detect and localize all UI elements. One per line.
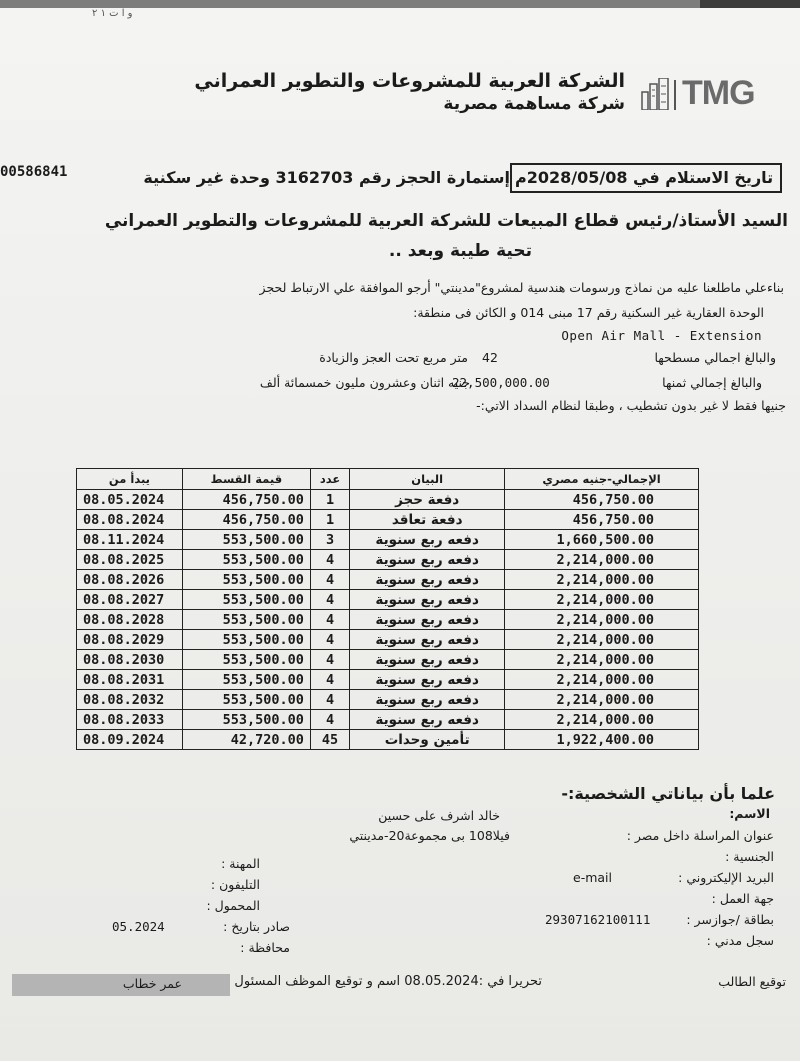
table-row <box>77 590 699 610</box>
logo-text: TMG <box>682 74 755 112</box>
table-row <box>77 650 699 670</box>
cell-description: دفعه ربع سنوية <box>350 630 505 650</box>
col-header-total: الإجمالي-جنيه مصري <box>505 469 699 490</box>
col-header-count: عدد <box>310 469 349 490</box>
cell-installment: 42,720.00 <box>182 730 310 750</box>
cell-description: دفعه ربع سنوية <box>350 530 505 550</box>
col-header-description: البيان <box>350 469 505 490</box>
company-type-ar: شركة مساهمة مصرية <box>443 94 625 114</box>
cell-description: دفعه ربع سنوية <box>350 690 505 710</box>
cell-total: 456,750.00 <box>505 490 699 510</box>
cell-total: 1,660,500.00 <box>505 530 699 550</box>
reservation-title: إستمارة الحجز رقم 3162703 وحدة غير سكنية <box>143 168 510 187</box>
profession-label: المهنة : <box>221 856 260 871</box>
area-unit: متر مربع تحت العجز والزيادة <box>319 350 468 365</box>
nationality-label: الجنسية : <box>725 849 774 864</box>
id-card-value: 29307162100111 <box>545 912 651 927</box>
cell-count: 4 <box>310 610 349 630</box>
cell-start-date: 08.08.2027 <box>77 590 183 610</box>
cell-description: دفعة تعاقد <box>350 510 505 530</box>
cell-description: دفعه ربع سنوية <box>350 590 505 610</box>
cell-count: 45 <box>310 730 349 750</box>
cell-count: 4 <box>310 590 349 610</box>
cell-installment: 456,750.00 <box>182 510 310 530</box>
cell-description: دفعه ربع سنوية <box>350 670 505 690</box>
cell-start-date: 08.08.2028 <box>77 610 183 630</box>
table-row <box>77 510 699 530</box>
cell-total: 2,214,000.00 <box>505 550 699 570</box>
cell-installment: 553,500.00 <box>182 610 310 630</box>
greeting: تحية طيبة وبعد .. <box>388 241 532 261</box>
price-words: جنيه اثنان وعشرون مليون خمسمائة ألف <box>259 375 470 390</box>
workplace-label: جهة العمل : <box>711 891 774 906</box>
body-line-6: جنيها فقط لا غير بدون تشطيب ، وطبقا لنظام السداد الاتي:- <box>476 398 786 413</box>
table-row <box>77 710 699 730</box>
cell-start-date: 08.08.2032 <box>77 690 183 710</box>
civil-register-label: سجل مدني : <box>706 933 774 948</box>
cell-installment: 553,500.00 <box>182 630 310 650</box>
cell-total: 2,214,000.00 <box>505 690 699 710</box>
payment-schedule-table <box>76 468 699 750</box>
cell-installment: 553,500.00 <box>182 530 310 550</box>
cell-start-date: 08.08.2024 <box>77 510 183 530</box>
cell-start-date: 08.08.2029 <box>77 630 183 650</box>
cell-description: دفعه ربع سنوية <box>350 610 505 630</box>
document-page <box>0 8 800 1061</box>
cell-count: 1 <box>310 490 349 510</box>
cell-count: 4 <box>310 670 349 690</box>
table-row <box>77 730 699 750</box>
area-value: 42 <box>482 350 498 365</box>
cell-installment: 553,500.00 <box>182 670 310 690</box>
col-header-installment: قيمة القسط <box>182 469 310 490</box>
cell-description: دفعه ربع سنوية <box>350 570 505 590</box>
table-row <box>77 570 699 590</box>
price-label: والبالغ إجمالي ثمنها <box>662 375 762 390</box>
logo-separator <box>674 80 676 110</box>
col-header-start-date: يبدأ من <box>77 469 183 490</box>
signature-highlight <box>12 974 230 996</box>
tmg-logo <box>640 74 770 114</box>
cell-description: دفعه ربع سنوية <box>350 650 505 670</box>
cell-start-date: 08.11.2024 <box>77 530 183 550</box>
project-zone: Open Air Mall - Extension <box>561 328 762 343</box>
body-line-2: الوحدة العقارية غير السكنية رقم 17 مبنى 014 و الكائن فى منطقة: <box>413 305 764 320</box>
company-name-ar: الشركة العربية للمشروعات والتطوير العمراني <box>194 70 625 92</box>
building-icon <box>640 78 670 110</box>
cell-total: 2,214,000.00 <box>505 670 699 690</box>
price-value: 22,500,000.00 <box>452 375 550 390</box>
mobile-label: المحمول : <box>206 898 260 913</box>
table-row <box>77 670 699 690</box>
written-on-line: تحريرا في :08.05.2024 اسم و توقيع الموظف المسئول <box>234 974 542 989</box>
area-label: والبالغ اجمالي مسطحها <box>654 350 776 365</box>
cell-total: 2,214,000.00 <box>505 610 699 630</box>
cell-count: 4 <box>310 690 349 710</box>
receipt-date: تاريخ الاستلام في 2028/05/08م <box>515 168 774 187</box>
table-header-row <box>77 469 699 490</box>
body-line-1: بناءعلي ماطلعنا عليه من نماذج ورسومات هندسية لمشروع"مدينتي" أرجو الموافقة علي الارتباط لحجز <box>259 280 784 295</box>
cell-total: 2,214,000.00 <box>505 590 699 610</box>
address-label: عنوان المراسلة داخل مصر : <box>626 828 774 843</box>
cell-start-date: 08.08.2033 <box>77 710 183 730</box>
cell-count: 4 <box>310 650 349 670</box>
cell-start-date: 08.08.2030 <box>77 650 183 670</box>
employee-name: عمر خطاب <box>122 976 182 991</box>
cell-total: 456,750.00 <box>505 510 699 530</box>
cell-installment: 553,500.00 <box>182 590 310 610</box>
cell-installment: 553,500.00 <box>182 710 310 730</box>
cell-total: 2,214,000.00 <box>505 570 699 590</box>
cell-start-date: 08.08.2025 <box>77 550 183 570</box>
cell-installment: 456,750.00 <box>182 490 310 510</box>
phone-label: التليفون : <box>210 877 260 892</box>
cell-count: 3 <box>310 530 349 550</box>
id-card-label: بطاقة /جوازسر : <box>686 912 774 927</box>
top-text-fragment: و ا ت ۱ ۲ <box>92 8 133 19</box>
email-text: e-mail <box>573 870 612 885</box>
table-row <box>77 630 699 650</box>
table-row <box>77 610 699 630</box>
cell-total: 2,214,000.00 <box>505 710 699 730</box>
cell-count: 4 <box>310 630 349 650</box>
cell-description: دفعة حجز <box>350 490 505 510</box>
cell-installment: 553,500.00 <box>182 650 310 670</box>
personal-data-heading: علما بأن بياناتي الشخصية:- <box>561 784 775 803</box>
cell-description: دفعه ربع سنوية <box>350 710 505 730</box>
cell-description: تأمين وحدات <box>350 730 505 750</box>
issued-date-value: 05.2024 <box>112 919 165 934</box>
addressee: السيد الأستاذ/رئيس قطاع المبيعات للشركة العربية للمشروعات والتطوير العمراني <box>104 211 788 231</box>
cell-count: 4 <box>310 550 349 570</box>
issued-date-label: صادر بتاريخ : <box>223 919 290 934</box>
cell-total: 2,214,000.00 <box>505 630 699 650</box>
address-value: فيلا108 بى مجموعة20-مدينتي <box>349 828 510 843</box>
table-row <box>77 530 699 550</box>
name-value: خالد اشرف على حسين <box>378 808 500 823</box>
applicant-signature-label: توقيع الطالب <box>718 974 786 989</box>
name-label: الاسم: <box>729 806 770 821</box>
table-row <box>77 550 699 570</box>
reference-number: 00586841 <box>0 164 68 180</box>
table-row <box>77 690 699 710</box>
cell-count: 4 <box>310 710 349 730</box>
cell-start-date: 08.08.2031 <box>77 670 183 690</box>
governorate-label: محافظة : <box>240 940 290 955</box>
cell-description: دفعه ربع سنوية <box>350 550 505 570</box>
cell-count: 1 <box>310 510 349 530</box>
cell-installment: 553,500.00 <box>182 550 310 570</box>
cell-total: 1,922,400.00 <box>505 730 699 750</box>
cell-installment: 553,500.00 <box>182 570 310 590</box>
cell-count: 4 <box>310 570 349 590</box>
cell-start-date: 08.08.2026 <box>77 570 183 590</box>
cell-installment: 553,500.00 <box>182 690 310 710</box>
cell-start-date: 08.05.2024 <box>77 490 183 510</box>
cell-start-date: 08.09.2024 <box>77 730 183 750</box>
cell-total: 2,214,000.00 <box>505 650 699 670</box>
email-label: البريد الإليكتروني : <box>678 870 774 885</box>
table-row <box>77 490 699 510</box>
